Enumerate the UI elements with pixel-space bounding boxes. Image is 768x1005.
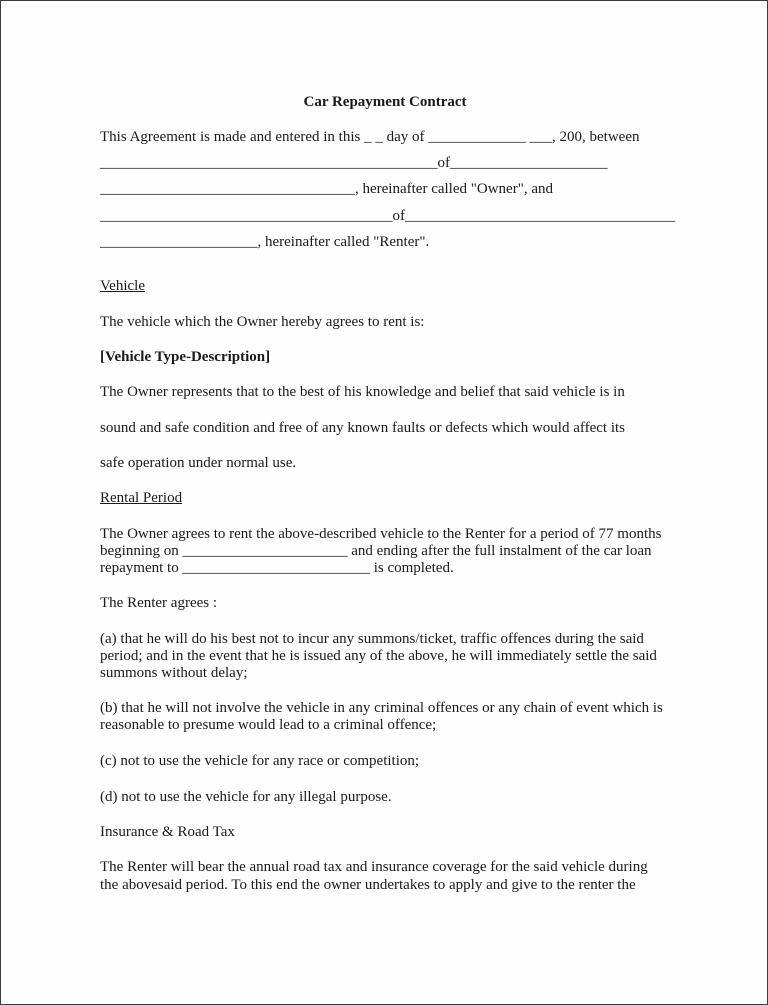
document-title: Car Repayment Contract: [303, 94, 467, 110]
agreement-intro-line: This Agreement is made and entered in this _ _ day of _____________ ___, 200, between: [100, 129, 640, 145]
party-line-owner-name: _____________________________________________of_____________________: [100, 155, 608, 171]
renter-designation-line: _____________________, hereinafter called "Renter".: [100, 234, 430, 250]
clause-a-line: (a) that he will do his best not to incur any summons/ticket, traffic offences during the said: [100, 631, 644, 647]
owner-designation-line: __________________________________, hereinafter called "Owner", and: [100, 181, 553, 197]
insurance-line: The Renter will bear the annual road tax and insurance coverage for the said vehicle during: [100, 859, 648, 875]
vehicle-representation-line: The Owner represents that to the best of his knowledge and belief that said vehicle is in: [100, 384, 625, 400]
clause-c: (c) not to use the vehicle for any race or competition;: [100, 753, 420, 769]
rental-period-line: The Owner agrees to rent the above-described vehicle to the Renter for a period of 77 months: [100, 526, 662, 542]
rental-period-line: repayment to _________________________ is completed.: [100, 560, 454, 576]
party-line-renter-name: _______________________________________of____________________________________: [100, 208, 675, 224]
renter-agrees-label: The Renter agrees :: [100, 595, 218, 611]
clause-b-line: reasonable to presume would lead to a criminal offence;: [100, 717, 437, 733]
vehicle-intro: The vehicle which the Owner hereby agrees to rent is:: [100, 314, 425, 330]
clause-a-line: summons without delay;: [100, 665, 248, 681]
clause-d: (d) not to use the vehicle for any illegal purpose.: [100, 789, 392, 805]
section-heading-vehicle: Vehicle: [100, 278, 145, 294]
vehicle-description-placeholder: [Vehicle Type-Description]: [100, 349, 271, 365]
vehicle-representation-line: safe operation under normal use.: [100, 455, 297, 471]
vehicle-representation-line: sound and safe condition and free of any known faults or defects which would affect its: [100, 420, 625, 436]
insurance-line: the abovesaid period. To this end the owner undertakes to apply and give to the renter the: [100, 877, 636, 893]
section-heading-insurance: Insurance & Road Tax: [100, 824, 235, 840]
clause-a-line: period; and in the event that he is issued any of the above, he will immediately settle the said: [100, 648, 657, 664]
clause-b-line: (b) that he will not involve the vehicle in any criminal offences or any chain of event which is: [100, 700, 663, 716]
section-heading-rental-period: Rental Period: [100, 490, 183, 506]
rental-period-line: beginning on ______________________ and ending after the full instalment of the car loan: [100, 543, 652, 559]
